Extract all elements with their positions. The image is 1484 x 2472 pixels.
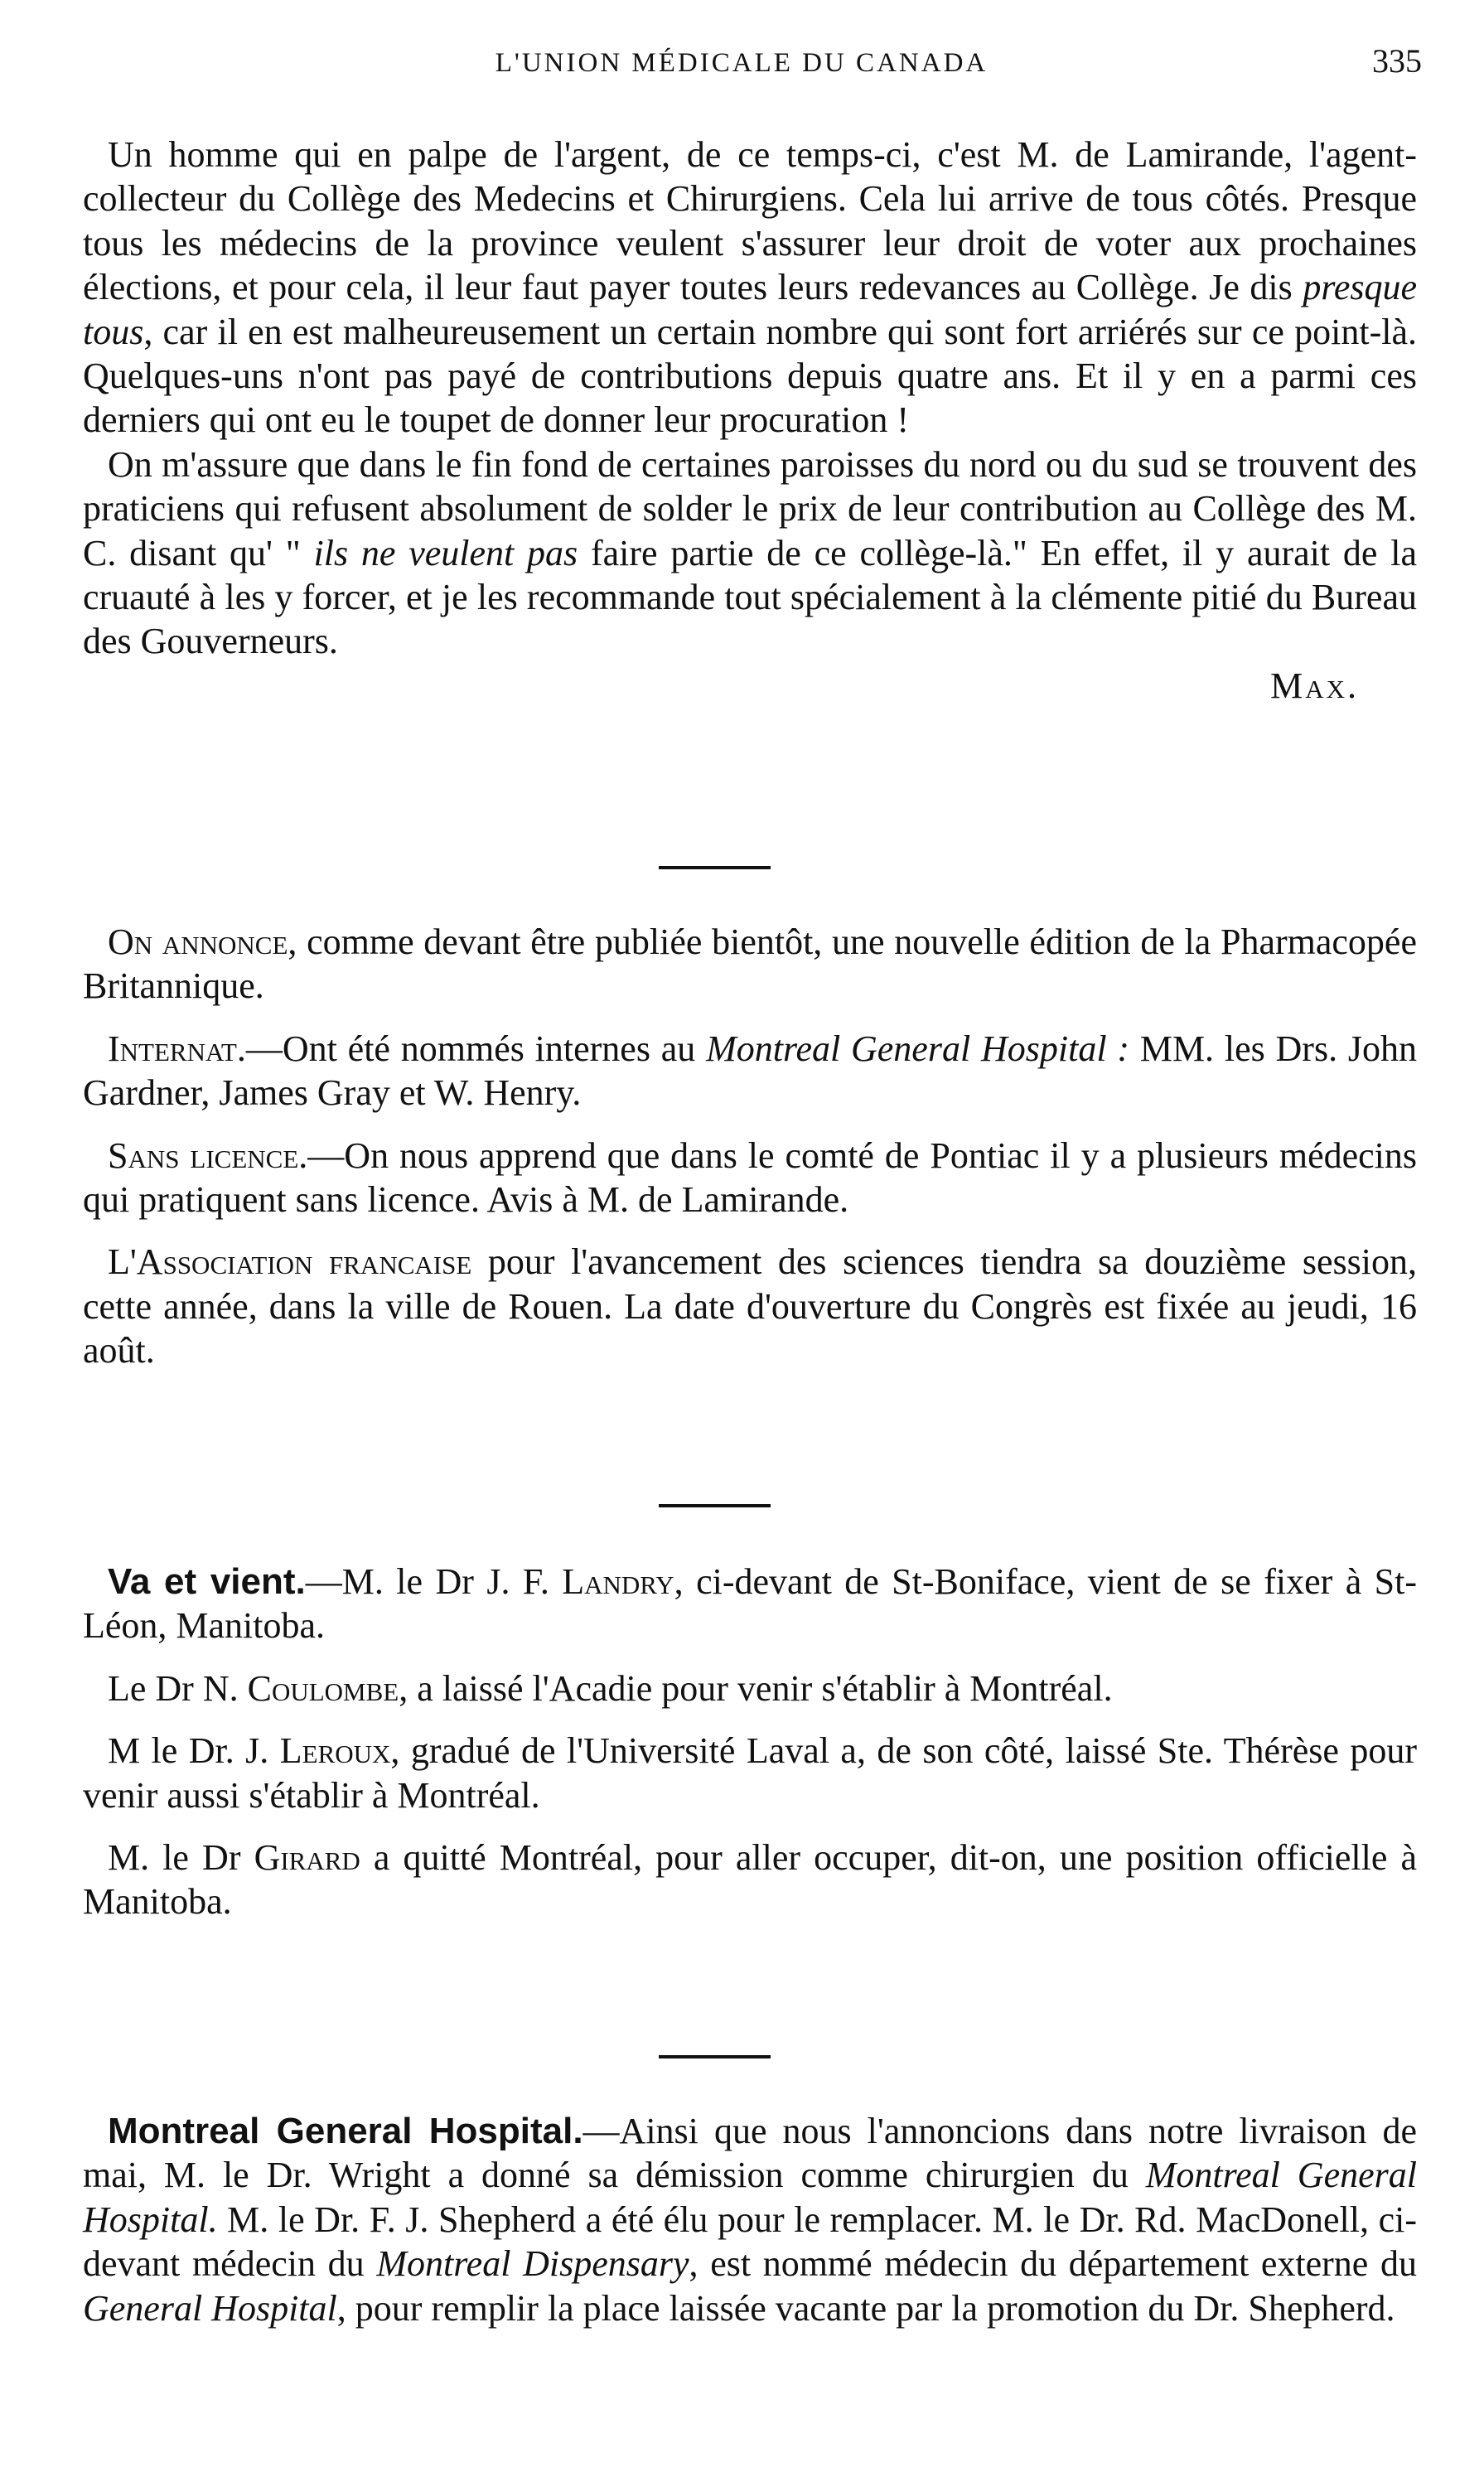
paragraph-landry: Va et vient.—M. le Dr J. F. Landry, ci-devant de St-Boniface, vient de se fixer à St-Léon, Manitoba. — [83, 1561, 1417, 1647]
paragraph-collecteur: Un homme qui en palpe de l'argent, de ce temps-ci, c'est M. de Lamirande, l'agent-collecteur du Collège des Medecins et Chirurgiens. Cela lui arrive de tous côtés. Presque tous les médecins de la province veulent s'assurer leur droit de voter aux prochaines élections, et pour cela, il leur faut payer toutes leurs redevances au Collège. Je dis presque tous, car il en est malheureusement un certain nombre qui sont fort arriérés sur ce point-là. Quelques-uns n'ont pas payé de contributions depuis quatre ans. Et il y en a parmi ces derniers qui ont eu le toupet de donner leur procuration ! — [83, 134, 1417, 441]
paragraph-pharmacopee: On annonce, comme devant être publiée bientôt, une nouvelle édition de la Pharmacopée Britannique. — [83, 922, 1417, 1007]
paragraph-praticiens: On m'assure que dans le fin fond de certaines paroisses du nord ou du sud se trouvent des praticiens qui refusent absolument de solder le prix de leur contribution au Collège des M. C. disant qu' " ils ne veulent pas faire partie de ce collège-là." En effet, il y aurait de la cruauté à les y forcer, et je les recommande tout spécialement à la clémente pitié du Bureau des Gouverneurs. — [83, 443, 1417, 662]
section-hospital — [83, 2109, 1417, 2330]
paragraph-association: L'Association francaise pour l'avancement des sciences tiendra sa douzième session, cette année, dans la ville de Rouen. La date d'ouverture du Congrès est fixée au jeudi, 16 août. — [83, 1241, 1417, 1371]
running-title: L'UNION MÉDICALE DU CANADA — [495, 48, 989, 78]
section-va-et-vient — [83, 1560, 1417, 1924]
paragraph-girard: M. le Dr Girard a quitté Montréal, pour aller occuper, dit-on, une position officielle à Manitoba. — [83, 1837, 1417, 1923]
section-divider — [659, 2055, 771, 2058]
paragraph-leroux: M le Dr. J. Leroux, gradué de l'Université Laval a, de son côté, laissé Ste. Thérèse pour venir aussi s'établir à Montréal. — [83, 1730, 1417, 1816]
section-nouvelles — [83, 920, 1417, 1373]
paragraph-montreal-general: Montreal General Hospital.—Ainsi que nous l'annoncions dans notre livraison de mai, M. le Dr. Wright a donné sa démission comme chirurgien du Montreal General Hospital. M. le Dr. F. J. Shepherd a été élu pour le remplacer. M. le Dr. Rd. MacDonell, ci-devant médecin du Montreal Dispensary, est nommé médecin du département externe du General Hospital, pour remplir la place laissée vacante par la promotion du Dr. Shepherd. — [83, 2111, 1417, 2329]
section-divider — [659, 866, 771, 869]
paragraph-internat: Internat.—Ont été nommés internes au Montreal General Hospital : MM. les Drs. John Gardner, James Gray et W. Henry. — [83, 1028, 1418, 1114]
paragraph-sans-licence: Sans licence.—On nous apprend que dans le comté de Pontiac il y a plusieurs médecins qui pratiquent sans licence. Avis à M. de Lamirande. — [83, 1134, 1418, 1221]
page-number: 335 — [1372, 42, 1422, 80]
section-divider — [659, 1504, 771, 1507]
section-chronique — [83, 133, 1417, 708]
paragraph-coulombe: Le Dr N. Coulombe, a laissé l'Acadie pour venir s'établir à Montréal. — [108, 1667, 1113, 1709]
author-signature: Max. — [1270, 665, 1359, 706]
